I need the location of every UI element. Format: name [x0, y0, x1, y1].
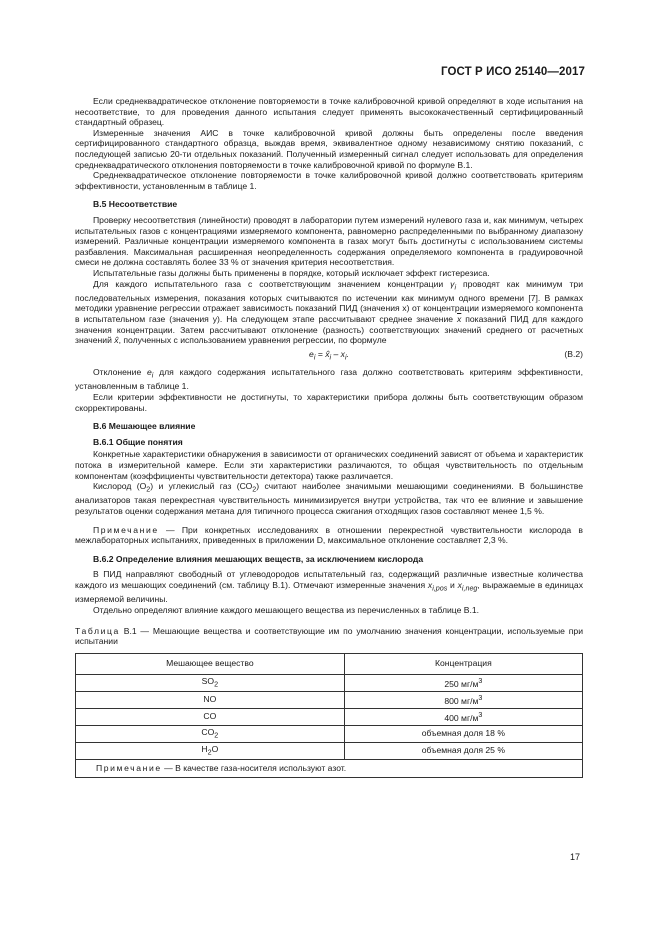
concentration-cell: 250 $мг/м^3$ [344, 674, 582, 691]
table-note-row [76, 759, 583, 777]
paragraph: Для каждого испытательного газа с соответствующим значением концентрации $\gamma_i$ проводят как минимум три последовательных измерения, показания которых считываются по истечении как минимум одного времени [7]. В рамках методики уравнение регрессии отражает зависимость показаний ПИД (значения x) от концентрации измеряемого компонента в испытательном газе (значения y). На следующем этапе рассчитывают среднее значение $\overline{x}$ показаний ПИД для каждого значения концентрации. Затем рассчитывают отклонение (разность) соответствующих значений среднего от расчетных значений x̂, полученных с использованием уравнения регрессии, по формуле [75, 278, 583, 346]
table-caption: Таблица В.1 — Мешающие вещества и соответствующие им по умолчанию значения концентрации, используемые при испытании [75, 625, 583, 647]
concentration-cell: объемная доля 25 % [344, 742, 582, 759]
paragraph: Измеренные значения АИС в точке калибровочной кривой должны быть определены после введения сертифицированного стандартного образца, выждав время, эквивалентное одному независимому снятию показаний, с последующей записью 20-ти отдельных показаний. Полученный измеренный сигнал следует использовать для определения среднеквадратического отклонения повторяемости в точке калибровочной кривой по формуле В.1. [75, 127, 583, 170]
page-number: 17 [570, 852, 581, 862]
substance-cell: CO [76, 708, 345, 725]
paragraph: Отклонение $e_i$ для каждого содержания испытательного газа должно соответствовать критериям эффективности, установленным в таблице 1. [75, 367, 583, 392]
paragraph: Кислород $(О_2)$ и углекислый газ $(СО_2)$ считают наиболее значимыми мешающими соединениями. В большинстве анализаторов такая перекрестная чувствительность минимизируется внутри устройства, так что ее влияние и завышение результатов оценки содержания метана для типичного процесса сжигания отходящих газов составляют менее 1,5 %. [75, 481, 584, 517]
table-row [76, 708, 583, 725]
paragraph: Отдельно определяют влияние каждого мешающего вещества из перечисленных в таблице В.1. [93, 604, 480, 615]
table-row [76, 691, 583, 708]
section-heading-b62: В.6.2 Определение влияния мешающих веществ, за исключением кислорода [93, 553, 424, 564]
column-header: Мешающее вещество [76, 653, 345, 674]
paragraph: Если критерии эффективности не достигнуты, то характеристики прибора должны быть соответствующим образом скорректированы. [75, 392, 583, 413]
formula-number: (В.2) [564, 348, 583, 359]
paragraph: Проверку несоответствия (линейности) проводят в лаборатории путем измерений нулевого газа и, как минимум, четырех испытательных газов с концентрациями измеряемого компонента, равномерно распределенными по выбранному диапазону измерений. Различные концентрации измеряемого компонента в газах могут быть достигнуты с использованием системы разбавления. Максимальная расширенная неопределенность содержания определяемого компонента в градуировочной смеси не должна составлять более 33 % от значения критерия несоответствия. [75, 214, 583, 268]
section-heading-b61: В.6.1 Общие понятия [93, 436, 183, 447]
table-row [76, 725, 583, 742]
table-row [76, 674, 583, 691]
formula-b2: $e_i$ = $x̂_i - x_i$. (В.2) [309, 348, 583, 362]
table-note: Примечание — В качестве газа-носителя используют азот. [76, 759, 583, 777]
paragraph: Конкретные характеристики обнаружения в зависимости от органических соединений зависят от объема и характеристик потока в измерительной камере. Если эти характеристики различаются, то общая чувствительность по отдельным компонентам (коэффициенты чувствительности детектора) также различается. [75, 449, 583, 481]
concentration-cell: 800 $мг/м^3$ [344, 691, 582, 708]
substance-cell: $SO_2$ [76, 674, 345, 691]
table-header-row [76, 653, 583, 674]
substance-cell: $CO_2$ [76, 725, 345, 742]
concentration-cell: объемная доля 18 % [344, 725, 582, 742]
table-row [76, 742, 583, 759]
substance-cell: $H_2O$ [76, 742, 345, 759]
section-heading-b5: В.5 Несоответствие [93, 199, 178, 210]
page-body [75, 96, 583, 778]
paragraph: В ПИД направляют свободный от углеводородов испытательный газ, содержащий различные известные количества каждого из мешающих соединений (см. таблицу В.1). Отмечают измеренные значения $x_{i,pos}$ и $x_{i,neg}$, выражаемые в единицах измеряемой величины. [75, 569, 583, 605]
substance-cell: NO [76, 691, 345, 708]
paragraph: Среднеквадратическое отклонение повторяемости в точке калибровочной кривой должно соответствовать критериям эффективности, установленным в таблице 1. [75, 170, 583, 191]
interference-table [75, 653, 583, 778]
document-header: ГОСТ Р ИСО 25140—2017 [440, 66, 585, 78]
paragraph: Если среднеквадратическое отклонение повторяемости в точке калибровочной кривой определяют в ходе испытания на несоответствие, то для проведения данного испытания следует применять высококачественный сертифицированный стандартный образец. [75, 96, 583, 128]
column-header: Концентрация [344, 653, 582, 674]
section-heading-b6: В.6 Мешающее влияние [93, 421, 196, 432]
paragraph: Испытательные газы должны быть применены в порядке, который исключает эффект гистерезиса. [93, 267, 490, 278]
concentration-cell: 400 $мг/м^3$ [344, 708, 582, 725]
note: Примечание — При конкретных исследованиях в отношении перекрестной чувствительности кислорода в межлабораторных испытаниях, приведенных в приложении D, максимальное отклонение составляет 2,3 %. [75, 524, 583, 546]
